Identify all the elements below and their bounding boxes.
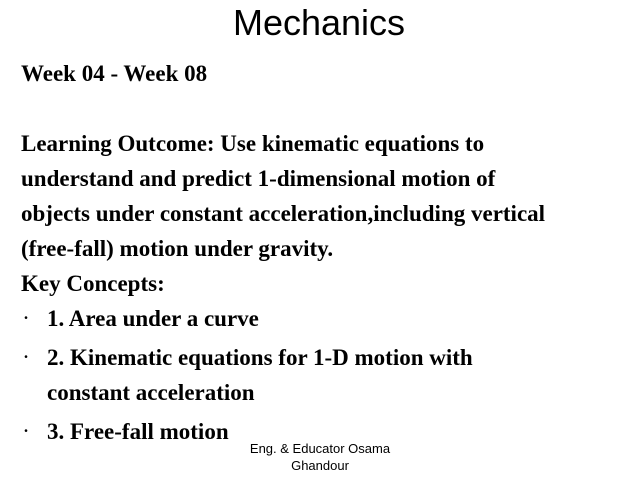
- footer-line: Ghandour: [291, 458, 349, 473]
- bullet-icon: •: [24, 426, 28, 437]
- learning-outcome-line: (free-fall) motion under gravity.: [21, 236, 334, 261]
- list-item: [21, 301, 621, 336]
- slide-body: [21, 56, 621, 449]
- learning-outcome-line: objects under constant acceleration,including vertical: [21, 201, 546, 226]
- key-concepts-heading: Key Concepts:: [21, 271, 165, 296]
- slide-title: Mechanics: [232, 2, 406, 43]
- slide-footer: [230, 440, 410, 474]
- week-range: Week 04 - Week 08: [21, 61, 208, 86]
- list-item: [21, 340, 621, 410]
- bullet-icon: •: [24, 352, 28, 363]
- list-item-text: 3. Free-fall motion: [47, 419, 229, 444]
- blank-line: [21, 91, 621, 126]
- bullet-icon: •: [24, 313, 28, 324]
- list-item-text: 1. Area under a curve: [47, 306, 259, 331]
- learning-outcome: [21, 126, 621, 266]
- list-item-text: constant acceleration: [47, 380, 255, 405]
- list-item-text: 2. Kinematic equations for 1-D motion with: [47, 345, 473, 370]
- footer-line: Eng. & Educator Osama: [249, 441, 391, 456]
- key-concepts-list: [21, 301, 621, 449]
- learning-outcome-line: Learning Outcome: Use kinematic equations to: [21, 131, 485, 156]
- learning-outcome-line: understand and predict 1-dimensional motion of: [21, 166, 496, 191]
